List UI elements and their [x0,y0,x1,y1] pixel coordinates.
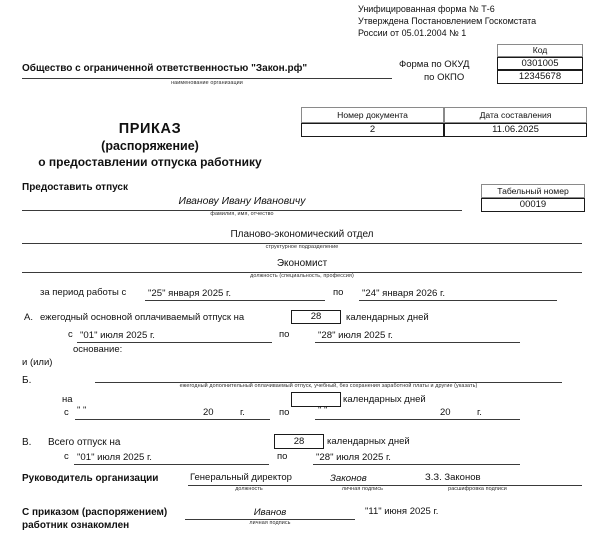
director-signature-caption: личная подпись [341,486,384,492]
work-period-to: "24" января 2026 г. [362,288,446,299]
department-caption: структурное подразделение [265,244,339,250]
section-a-from-rule [77,342,272,343]
organization-rule [22,78,392,79]
director-signature: Законов [330,473,367,484]
section-b-to-template: " " [318,405,328,416]
section-v-from-rule [74,464,269,465]
section-a-days: 28 [291,310,341,324]
form-note-line2: Утверждена Постановлением Госкомстата [358,16,537,26]
section-v-days: 28 [274,434,324,449]
section-v-from: "01" июля 2025 г. [77,452,152,463]
section-b-to-rule [315,419,520,420]
work-period-from: "25" января 2025 г. [148,288,232,299]
section-a-to-label: по [279,329,290,340]
doc-date-header: Дата составления [444,107,587,123]
section-a-text: ежегодный основной оплачиваемый отпуск на [40,312,245,323]
document-title: ПРИКАЗ [118,121,182,137]
work-period-to-rule [359,300,557,301]
okud-label: Форма по ОКУД [399,59,470,70]
section-b-year-suffix: г. [240,407,245,418]
section-b-from-rule [75,419,270,420]
okpo-label: по ОКПО [424,72,465,83]
employee-name: Иванову Ивану Ивановичу [178,196,306,207]
section-v-to-label: по [277,451,288,462]
section-v-marker: В. [22,437,32,448]
section-b-to-year-template: 20 [440,407,451,418]
okud-value: 0301005 [497,57,583,70]
section-v-to-rule [313,464,520,465]
form-note-line3: России от 05.01.2004 № 1 [358,28,467,38]
director-fullname-caption: расшифровка подписи [448,486,507,492]
section-b-on-label: на [62,394,73,405]
employee-name-caption: фамилия, имя, отчество [210,211,274,217]
work-period-to-label: по [333,287,344,298]
director-fullname: З.З. Законов [425,472,481,483]
section-b-caption: ежегодный дополнительный оплачиваемый отпуск, учебный, без сохранения заработной платы и другие (указать) [179,383,478,389]
section-a-from-label: с [68,329,73,340]
section-a-days-unit: календарных дней [346,312,429,323]
and-or-label: и (или) [22,357,53,368]
section-b-to-year-suffix: г. [477,407,482,418]
section-b-days-unit: календарных дней [343,394,426,405]
section-a-from: "01" июля 2025 г. [80,330,155,341]
section-b-from-label: с [64,407,69,418]
personnel-number-value: 00019 [481,198,585,212]
section-a-basis-label: основание: [73,344,123,355]
department-name: Планово-экономический отдел [230,229,374,240]
acknowledgment-date: "11" июня 2025 г. [365,506,439,517]
personnel-number-header: Табельный номер [481,184,585,198]
acknowledgment-signature: Иванов [253,507,287,518]
position-name: Экономист [276,258,328,269]
director-position: Генеральный директор [190,472,292,483]
section-v-to: "28" июля 2025 г. [316,452,391,463]
form-note-line1: Унифицированная форма № Т-6 [358,4,495,14]
code-table-header: Код [497,44,583,57]
section-a-to-rule [315,342,520,343]
acknowledgment-signature-caption: личная подпись [249,520,291,526]
organization-name: Общество с ограниченной ответственностью "Закон.рф" [22,63,308,74]
doc-number-header: Номер документа [301,107,444,123]
work-period-label: за период работы с [40,287,127,298]
work-period-from-rule [145,300,325,301]
section-v-from-label: с [64,451,69,462]
doc-date-value: 11.06.2025 [444,123,587,137]
acknowledgment-label-line1: С приказом (распоряжением) [22,507,168,518]
section-v-text: Всего отпуск на [48,437,121,448]
director-position-caption: должность [235,486,263,492]
okpo-value: 12345678 [497,70,583,84]
document-title-sub: (распоряжение) [101,139,199,153]
document-subtitle: о предоставлении отпуска работнику [38,155,262,169]
position-caption: должность (специальность, профессия) [250,273,354,279]
section-b-to-label: по [279,407,290,418]
section-b-from-template: " " [77,405,87,416]
section-b-marker: Б. [22,375,32,386]
organization-caption: наименование организации [171,80,243,86]
section-b-days [291,392,341,407]
doc-number-value: 2 [301,123,444,137]
section-a-to: "28" июля 2025 г. [318,330,393,341]
section-v-days-unit: календарных дней [327,436,410,447]
section-a-marker: А. [24,312,33,323]
acknowledgment-label-line2: работник ознакомлен [22,520,130,531]
director-label: Руководитель организации [22,473,159,484]
section-b-year-template: 20 [203,407,214,418]
grant-vacation-label: Предоставить отпуск [22,182,128,193]
